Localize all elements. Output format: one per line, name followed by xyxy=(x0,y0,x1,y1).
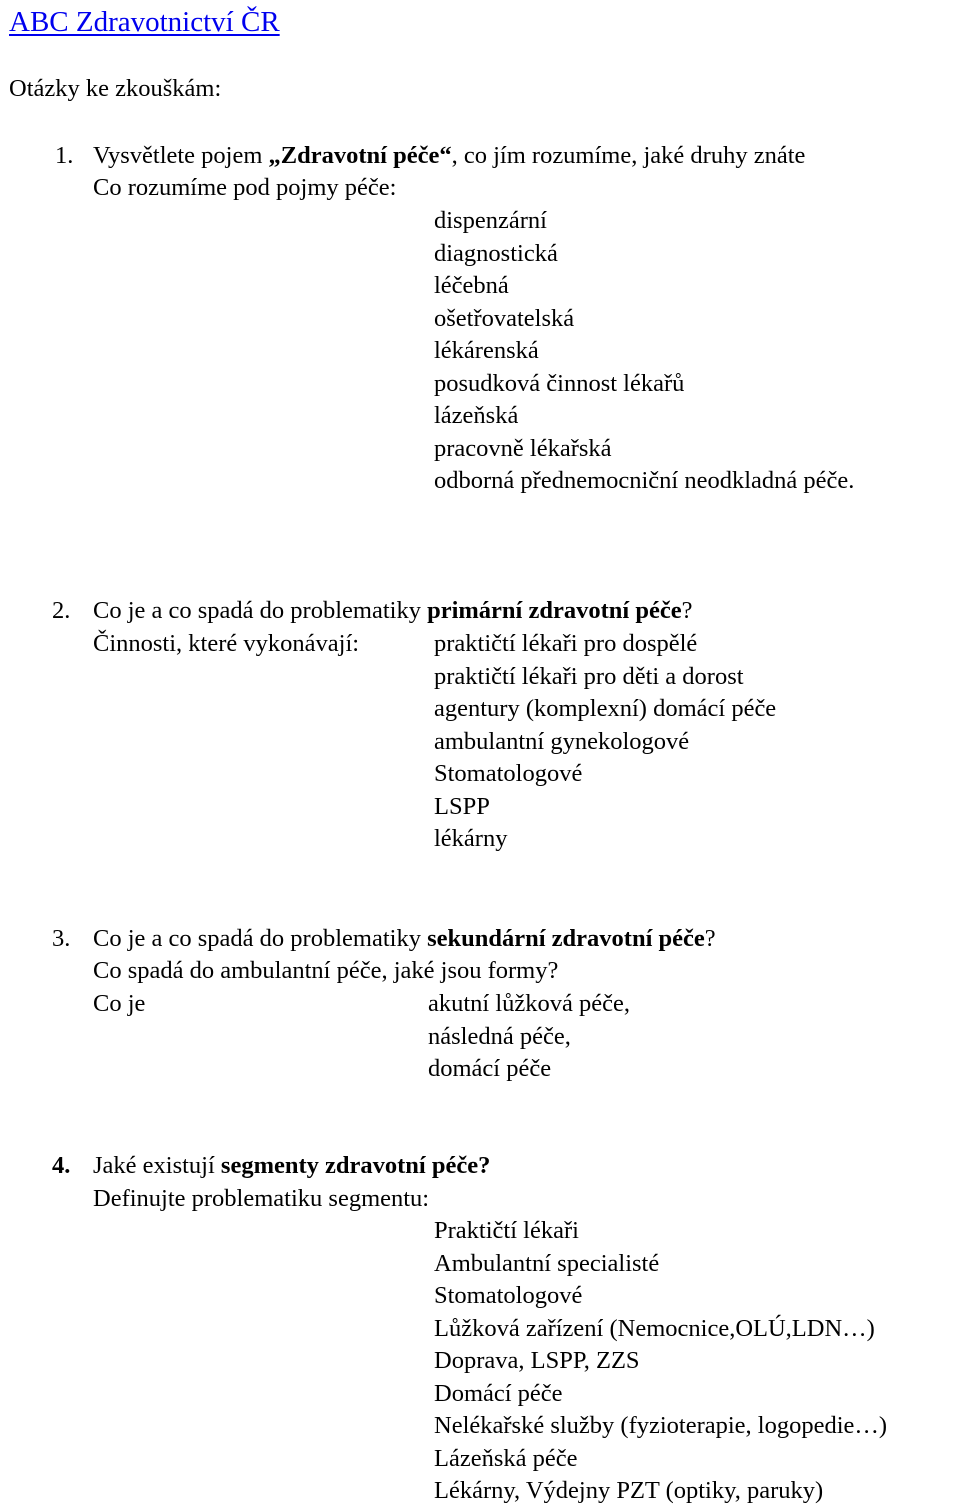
question-2-number: 2. xyxy=(52,597,71,624)
list-item: Ambulantní specialisté xyxy=(434,1249,660,1277)
list-item: Lékárny, Výdejny PZT (optiky, paruky) xyxy=(434,1477,824,1504)
list-item: domácí péče xyxy=(428,1055,552,1082)
list-item: praktičtí lékaři pro dospělé xyxy=(434,630,698,657)
list-item: Nelékařské služby (fyzioterapie, logopedie…) xyxy=(434,1412,888,1439)
question-4-pre: Jaké existují xyxy=(93,1152,221,1179)
question-3-bold: sekundární zdravotní péče xyxy=(427,925,705,952)
list-item: Doprava, LSPP, ZZS xyxy=(434,1347,640,1374)
list-item: pracovně lékařská xyxy=(434,434,612,462)
list-item: agentury (komplexní) domácí péče xyxy=(434,695,777,722)
question-3-post: ? xyxy=(704,925,716,952)
list-item: ošetřovatelská xyxy=(434,304,575,332)
list-item: Lázeňská péče xyxy=(434,1444,578,1472)
question-1-pre: Vysvětlete pojem xyxy=(93,142,269,169)
list-item: praktičtí lékaři pro děti a dorost xyxy=(434,662,744,690)
question-1-bold: „Zdravotní péče“ xyxy=(268,142,452,169)
question-1-number: 1. xyxy=(55,142,74,169)
question-3-label: Co je xyxy=(93,990,146,1017)
question-3-pre: Co je a co spadá do problematiky xyxy=(93,925,428,952)
question-1-post: , co jím rozumíme, jaké druhy znáte xyxy=(451,142,806,169)
list-item: lékárenská xyxy=(434,337,539,364)
question-2-pre: Co je a co spadá do problematiky xyxy=(93,597,428,624)
question-2-label: Činnosti, které vykonávají: xyxy=(93,630,360,657)
subtitle: Otázky ke zkouškám: xyxy=(9,75,222,102)
list-item: Stomatologové xyxy=(434,760,583,787)
document-title-link[interactable]: ABC Zdravotnictví ČR xyxy=(9,6,280,38)
list-item: posudková činnost lékařů xyxy=(434,369,685,397)
list-item: LSPP xyxy=(434,792,490,820)
question-4-number xyxy=(52,1150,70,1182)
question-3-heading xyxy=(93,923,716,955)
question-3-list xyxy=(428,988,630,1086)
list-item: Stomatologové xyxy=(434,1282,583,1309)
list-item: odborná přednemocniční neodkladná péče. xyxy=(434,467,855,494)
question-2-post: ? xyxy=(681,597,693,624)
list-item: lékárny xyxy=(434,825,508,852)
question-1-heading xyxy=(93,140,805,172)
question-2-heading xyxy=(93,595,692,627)
question-1-line2: Co rozumíme pod pojmy péče: xyxy=(93,174,397,201)
question-2-list xyxy=(434,628,776,856)
list-item: Domácí péče xyxy=(434,1379,563,1407)
question-1-list xyxy=(434,205,854,498)
question-4-line2: Definujte problematiku segmentu: xyxy=(93,1185,430,1212)
list-item: dispenzární xyxy=(434,207,547,234)
list-item: následná péče, xyxy=(428,1022,571,1050)
question-2-bold: primární zdravotní péče xyxy=(427,597,682,624)
list-item: léčebná xyxy=(434,272,509,299)
list-item: Lůžková zařízení (Nemocnice,OLÚ,LDN…) xyxy=(434,1314,875,1342)
list-item: diagnostická xyxy=(434,239,558,267)
question-4-heading xyxy=(93,1150,490,1182)
question-4-list xyxy=(434,1215,887,1508)
question-4-bold: segmenty zdravotní péče? xyxy=(220,1152,491,1179)
list-item: ambulantní gynekologové xyxy=(434,727,690,755)
list-item: lázeňská xyxy=(434,402,519,429)
list-item: akutní lůžková péče, xyxy=(428,990,631,1017)
list-item: Praktičtí lékaři xyxy=(434,1217,579,1244)
question-3-line2: Co spadá do ambulantní péče, jaké jsou formy? xyxy=(93,957,559,984)
question-3-number: 3. xyxy=(52,925,71,952)
question-4-number-text: 4. xyxy=(52,1152,71,1179)
